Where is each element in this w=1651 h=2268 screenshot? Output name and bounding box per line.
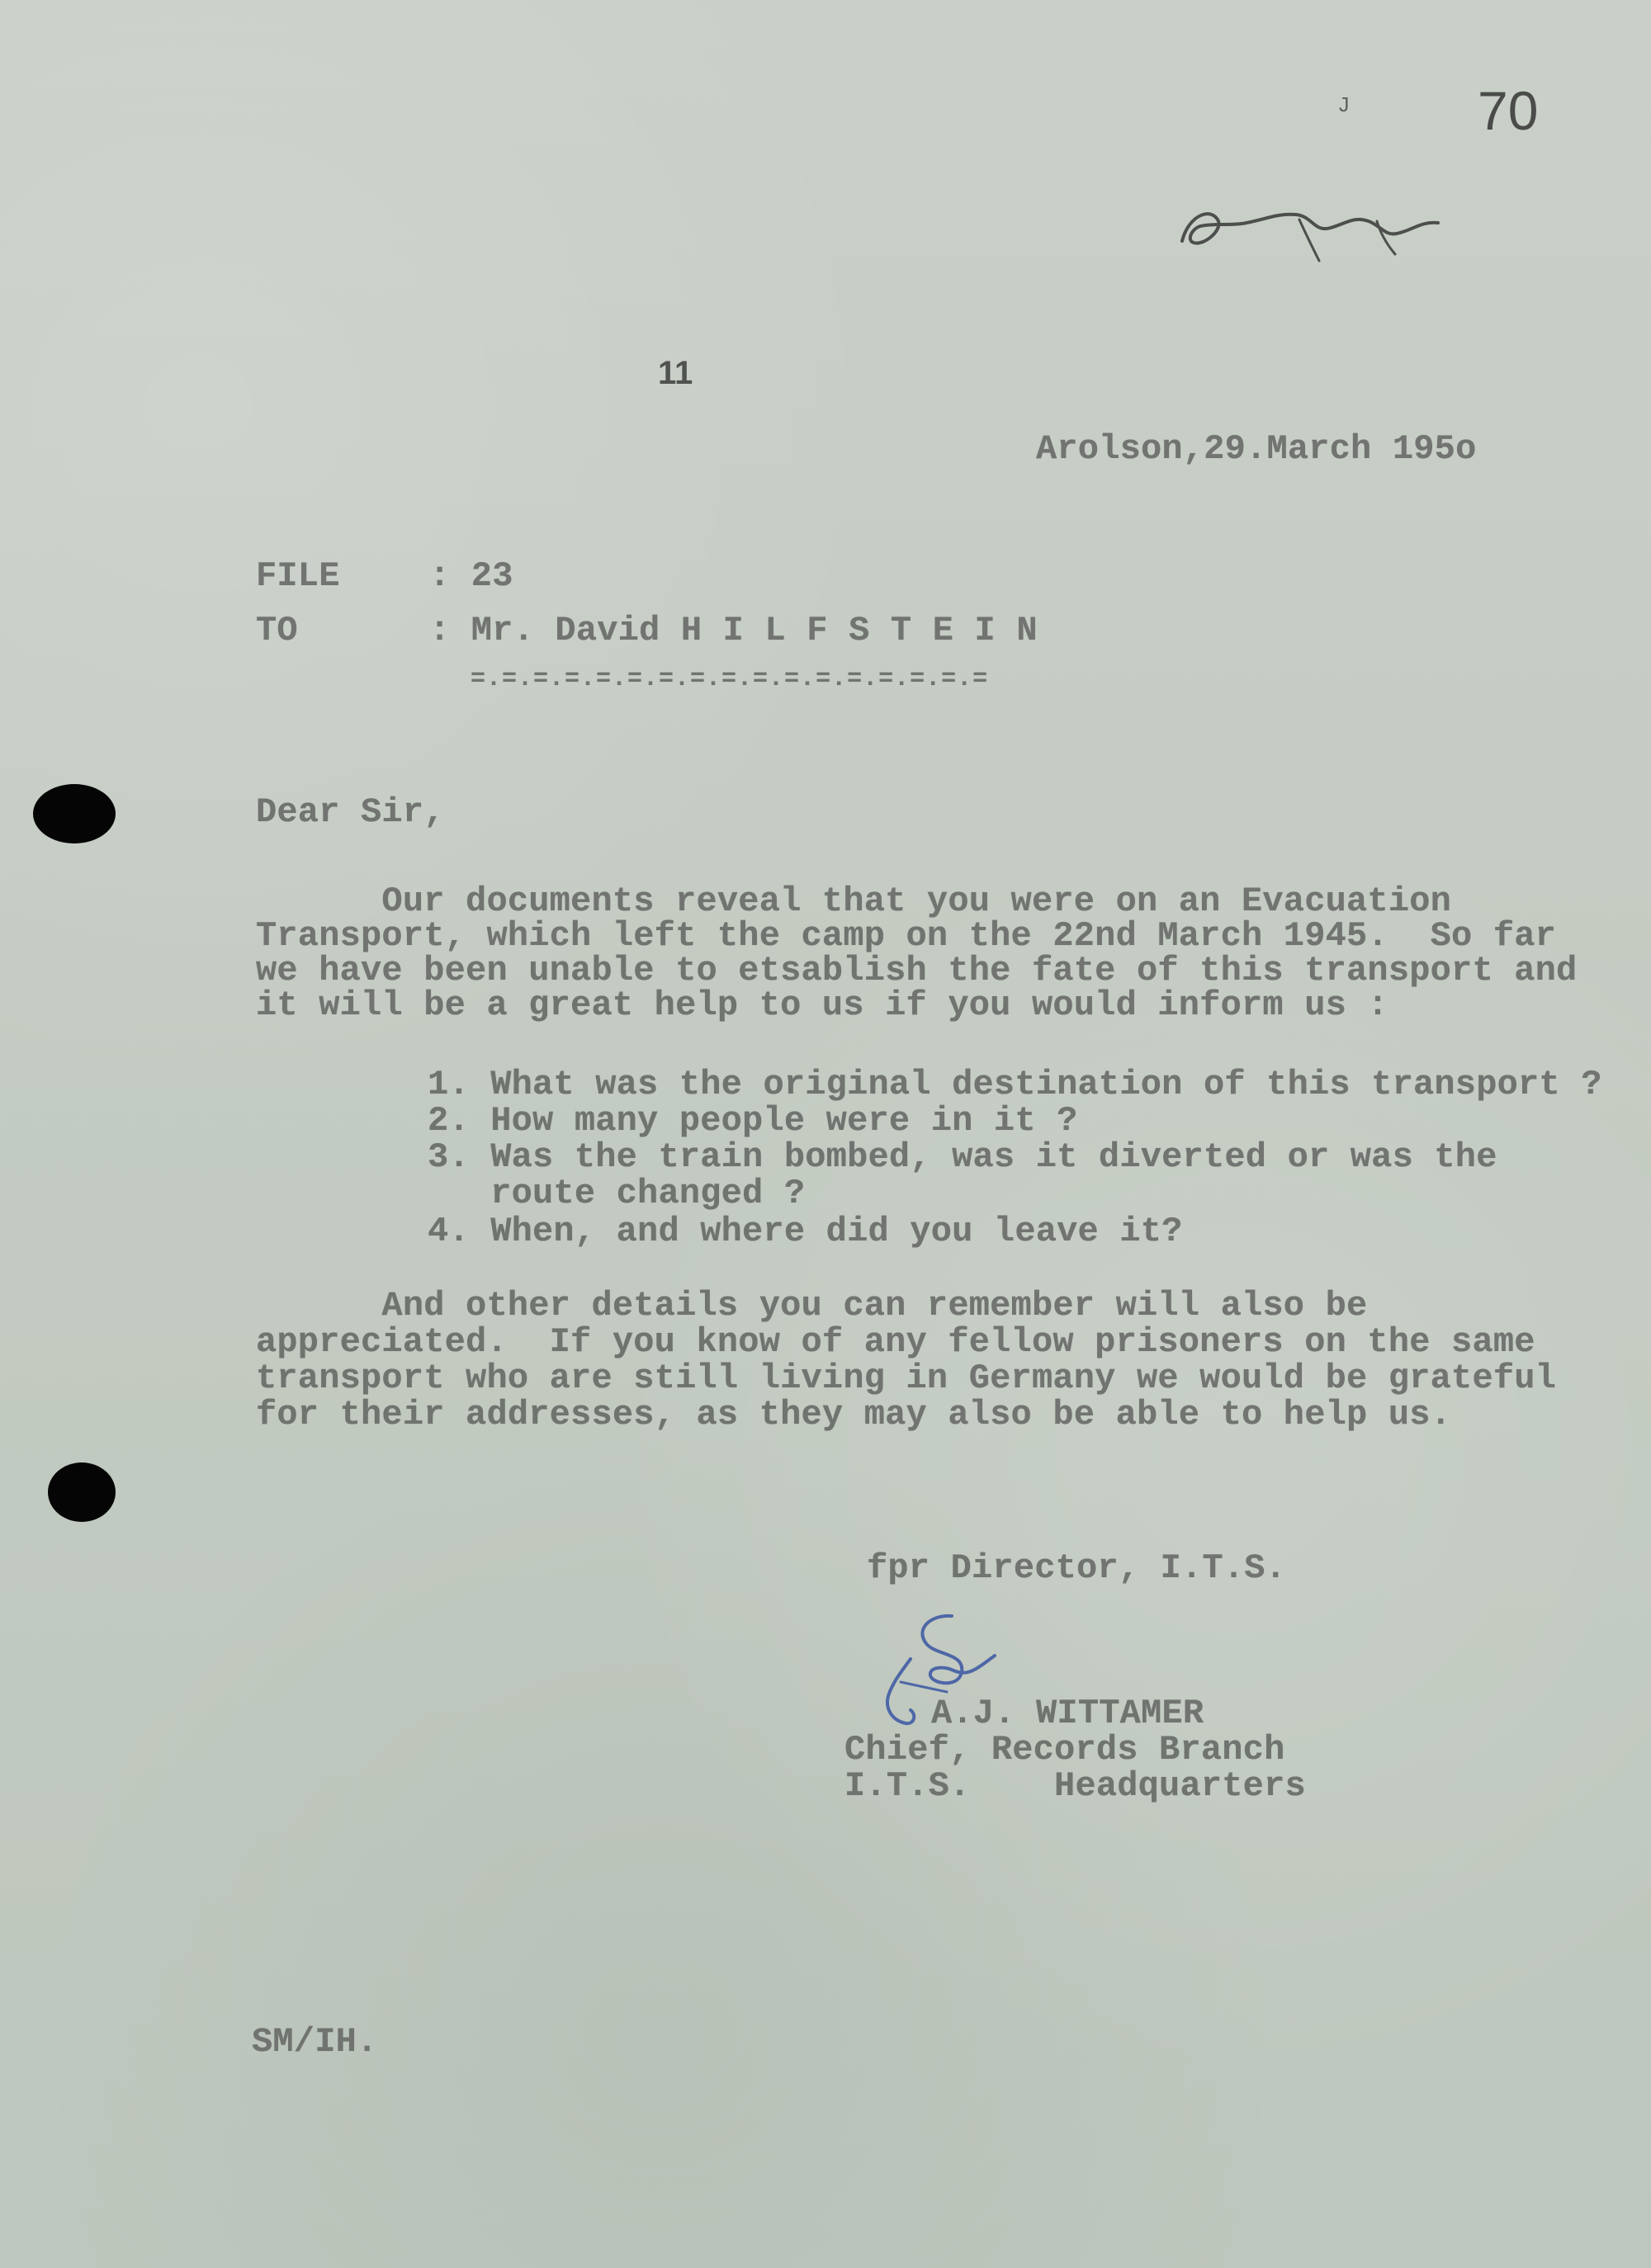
punch-hole-top xyxy=(33,784,116,843)
signer-name: A.J. WITTAMER xyxy=(931,1694,1204,1733)
body-line: Our documents reveal that you were on an Evacuation xyxy=(256,881,1452,921)
question-item: 1. What was the original destination of this transport ? xyxy=(428,1065,1602,1104)
body-line: for their addresses, as they may also be able to help us. xyxy=(256,1395,1452,1434)
question-item: 4. When, and where did you leave it? xyxy=(428,1212,1183,1251)
dateline: Arolson,29.March 195o xyxy=(1036,429,1477,469)
question-item: 2. How many people were in it ? xyxy=(428,1101,1078,1141)
body-line: appreciated. If you know of any fellow prisoners on the same xyxy=(256,1322,1535,1362)
salutation: Dear Sir, xyxy=(256,792,445,832)
question-item: route changed ? xyxy=(428,1174,806,1213)
signer-office: I.T.S. Headquarters xyxy=(844,1766,1306,1806)
top-mark-small: J xyxy=(1337,93,1352,118)
question-item: 3. Was the train bombed, was it diverted or was the xyxy=(428,1137,1497,1177)
closing-line: fpr Director, I.T.S. xyxy=(867,1548,1287,1588)
to-label: TO xyxy=(256,611,298,650)
reference-code: SM/IH. xyxy=(252,2022,378,2062)
body-line: Transport, which left the camp on the 22nd March 1945. So far xyxy=(256,916,1557,956)
to-value: : Mr. David H I L F S T E I N xyxy=(429,611,1038,650)
file-value: : 23 xyxy=(429,556,513,596)
punch-hole-bottom xyxy=(48,1462,116,1522)
sheet-number: 11 xyxy=(658,355,693,391)
pencil-scribble-icon xyxy=(1172,198,1445,281)
to-underline: =.=.=.=.=.=.=.=.=.=.=.=.=.=.=.=.= xyxy=(471,665,989,693)
body-line: it will be a great help to us if you would inform us : xyxy=(256,985,1388,1025)
top-corner-mark xyxy=(1337,80,1539,141)
file-label: FILE xyxy=(256,556,340,596)
body-line: transport who are still living in Germany we would be grateful xyxy=(256,1358,1557,1398)
signer-title: Chief, Records Branch xyxy=(844,1730,1285,1770)
top-mark-number: 70 xyxy=(1478,80,1539,141)
body-line: we have been unable to etsablish the fate of this transport and xyxy=(256,951,1578,990)
body-line: And other details you can remember will also be xyxy=(256,1286,1368,1325)
